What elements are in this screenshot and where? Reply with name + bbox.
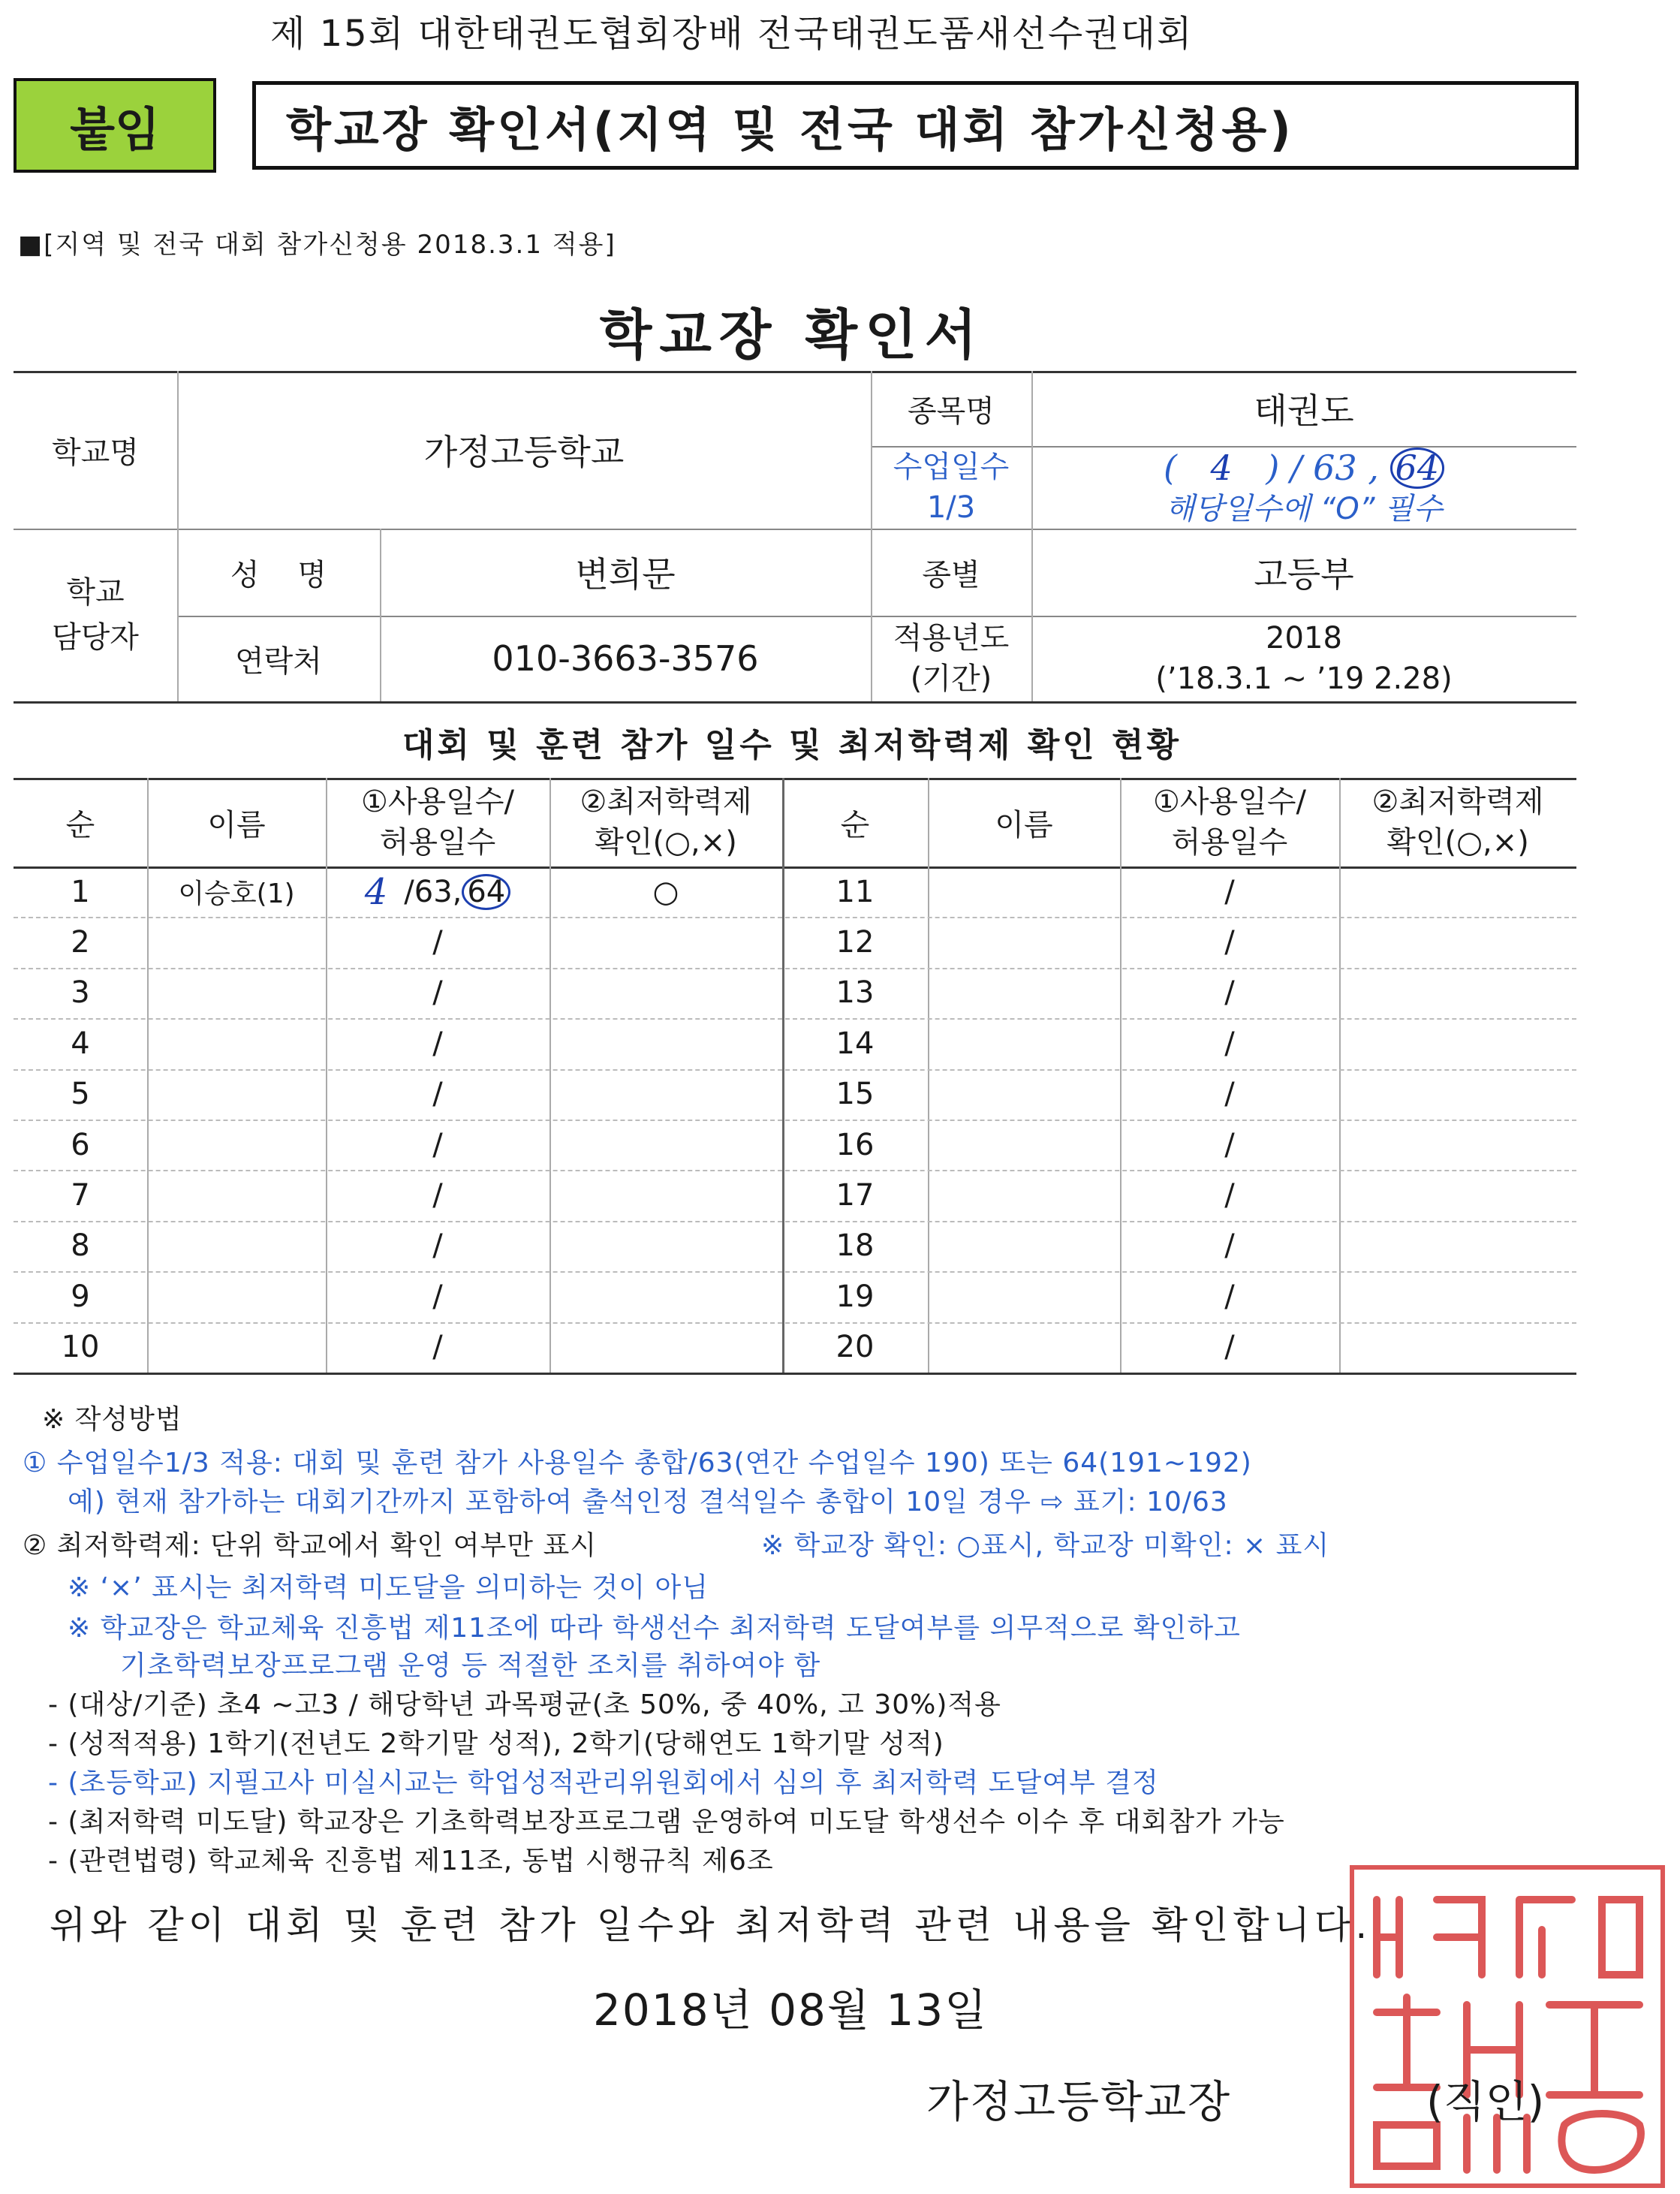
division-value: 고등부	[1254, 554, 1354, 595]
row-days-left: /	[432, 975, 443, 1011]
row-academic-check-left	[549, 1322, 782, 1373]
class-days-used: 4	[1210, 448, 1233, 489]
row-name-left	[147, 1120, 326, 1170]
row-number-right: 12	[835, 925, 875, 960]
row-number-right: 13	[835, 975, 875, 1011]
row-name-left: 이승호(1)	[178, 879, 295, 910]
row-name-right	[928, 917, 1120, 967]
header-name-left: 이름	[207, 807, 266, 842]
row-days-right: /	[1224, 1279, 1235, 1314]
row-days-allowed-circled: 64	[462, 874, 510, 910]
row-name-left	[147, 1221, 326, 1271]
row-days-used: 4	[364, 870, 388, 913]
table-bottom-line	[14, 1373, 1576, 1375]
note-8: - (최저학력 미도달) 학교장은 기초학력보장프로그램 운영하여 미도달 학생선수 이수 후 대회참가 가능	[48, 1807, 1285, 1837]
row-name-left	[147, 1018, 326, 1068]
row-days-left: /	[432, 1330, 443, 1365]
row-days-right: /	[1224, 874, 1235, 909]
note-6: - (성적적용) 1학기(전년도 2학기말 성적), 2학기(당해연도 1학기말 성적)	[48, 1728, 944, 1759]
section-title: 대회 및 훈련 참가 일수 및 최저학력제 확인 현황	[402, 726, 1182, 764]
row-number-left: 5	[71, 1077, 90, 1112]
row-number-left: 7	[71, 1178, 90, 1213]
row-number-left: 2	[71, 925, 90, 960]
header-academic-line1: ②최저학력제	[1371, 785, 1544, 819]
note-2a: ② 최저학력제: 단위 학교에서 확인 여부만 표시	[23, 1530, 598, 1561]
seal-pattern-icon	[1354, 1870, 1660, 2183]
row-name-right	[928, 968, 1120, 1018]
row-name-right	[928, 1170, 1120, 1220]
manager-label	[14, 529, 177, 701]
class-days-allowed-circled: 64	[1390, 448, 1445, 488]
class-days-label	[871, 446, 1031, 529]
year-label-line1: 적용년도	[893, 621, 1010, 655]
row-days-right: /	[1224, 1127, 1235, 1162]
row-academic-check-right	[1339, 1322, 1576, 1373]
name-label: 성 명	[230, 557, 327, 592]
row-academic-check-left	[549, 1170, 782, 1220]
note-2b: ※ 학교장 확인: ○표시, 학교장 미확인: × 표시	[761, 1530, 1330, 1561]
year-value-period: (’18.3.1 ~ ’19 2.28)	[1155, 662, 1453, 696]
row-days-right: /	[1224, 1330, 1235, 1365]
row-name-left	[147, 1069, 326, 1120]
row-days-right: /	[1224, 925, 1235, 960]
note-3: ※ ‘×’ 표시는 최저학력 미도달을 의미하는 것이 아님	[68, 1572, 709, 1603]
contact-label: 연락처	[235, 643, 322, 679]
row-name-right	[928, 1018, 1120, 1068]
row-number-left: 4	[71, 1026, 90, 1061]
row-name-right	[928, 1221, 1120, 1271]
row-number-right: 20	[835, 1330, 875, 1365]
row-academic-check-right	[1339, 917, 1576, 967]
row-number-right: 18	[835, 1228, 875, 1264]
class-days-open: (	[1163, 448, 1177, 489]
header-academic-line2: 확인(○,×)	[1386, 825, 1529, 860]
row-number-left: 6	[71, 1127, 90, 1162]
year-label	[871, 616, 1031, 701]
row-number-left: 9	[71, 1279, 90, 1314]
row-name-right	[928, 866, 1120, 917]
attachment-badge: 붙임	[14, 78, 216, 173]
note-4b: 기초학력보장프로그램 운영 등 적절한 조치를 취하여야 함	[120, 1650, 821, 1681]
row-number-left: 1	[71, 874, 90, 909]
document-date: 2018년 08월 13일	[593, 1985, 989, 2036]
row-number-left: 8	[71, 1228, 90, 1264]
row-academic-check-left	[549, 968, 782, 1018]
seal-label: (직인)	[1426, 2076, 1545, 2127]
row-days-left: /	[432, 1127, 443, 1162]
contact-value: 010-3663-3576	[492, 638, 759, 679]
class-days-label-line2: 1/3	[926, 490, 976, 525]
row-academic-check-left	[549, 1069, 782, 1120]
main-heading: 학교장 확인서(지역 및 전국 대회 참가신청용)	[252, 81, 1579, 170]
official-seal-stamp	[1350, 1865, 1665, 2188]
header-academic-left	[549, 778, 782, 866]
header-no-right: 순	[840, 807, 870, 842]
row-days-right: /	[1224, 1178, 1235, 1213]
row-days-left	[326, 866, 549, 917]
note-7: - (초등학교) 지필고사 미실시교는 학업성적관리위원회에서 심의 후 최저학력 도달여부 결정	[48, 1768, 1159, 1798]
name-value: 변희문	[575, 554, 676, 595]
header-academic-line1: ②최저학력제	[580, 785, 752, 819]
row-number-right: 15	[835, 1077, 875, 1112]
top-title: 제 15회 대한태권도협회장배 전국태권도품새선수권대회	[270, 13, 1194, 55]
row-academic-check-left	[549, 1018, 782, 1068]
note-1a: ① 수업일수1/3 적용: 대회 및 훈련 참가 사용일수 총합/63(연간 수업일수 190) 또는 64(191~192)	[23, 1448, 1252, 1478]
row-days-right: /	[1224, 1228, 1235, 1264]
header-academic-line2: 확인(○,×)	[595, 825, 737, 860]
row-academic-check-right	[1339, 1221, 1576, 1271]
row-name-left	[147, 1271, 326, 1322]
row-name-right	[928, 1322, 1120, 1373]
division-label: 종별	[922, 557, 980, 592]
header-academic-right	[1339, 778, 1576, 866]
class-days-note: 해당일수에 “O” 필수	[1165, 491, 1443, 526]
row-academic-check-right	[1339, 1018, 1576, 1068]
row-days-right: /	[1224, 1026, 1235, 1061]
year-value	[1031, 616, 1576, 701]
note-5: - (대상/기준) 초4 ~고3 / 해당학년 과목평균(초 50%, 중 40%, 고 30%)적용	[48, 1689, 1001, 1720]
document-title: 학교장 확인서	[599, 303, 985, 366]
note-9: - (관련법령) 학교체육 진흥법 제11조, 동법 시행규칙 제6조	[48, 1846, 774, 1876]
header-days-line1: ①사용일수/	[361, 785, 514, 819]
header-days-line2: 허용일수	[379, 825, 496, 860]
row-academic-check-right	[1339, 1170, 1576, 1220]
row-number-right: 19	[835, 1279, 875, 1314]
apply-note: ■[지역 및 전국 대회 참가신청용 2018.3.1 적용]	[18, 230, 616, 260]
year-value-year: 2018	[1266, 621, 1342, 655]
row-days-left: /	[432, 1178, 443, 1213]
header-no-left: 순	[65, 807, 95, 842]
row-days-left: /	[432, 925, 443, 960]
row-name-right	[928, 1271, 1120, 1322]
principal-signature-line: 가정고등학교장	[926, 2076, 1232, 2127]
note-4a: ※ 학교장은 학교체육 진흥법 제11조에 따라 학생선수 최저학력 도달여부를 의무적으로 확인하고	[68, 1613, 1241, 1644]
header-days-left	[326, 778, 549, 866]
header-days-right	[1120, 778, 1339, 866]
row-days-left: /	[432, 1279, 443, 1314]
row-academic-check-right	[1339, 1271, 1576, 1322]
class-days-label-line1: 수업일수	[893, 450, 1010, 484]
row-academic-check-left	[549, 917, 782, 967]
row-academic-check-left	[549, 1221, 782, 1271]
class-days-value	[1031, 446, 1576, 529]
row-number-right: 17	[835, 1178, 875, 1213]
row-number-right: 16	[835, 1127, 875, 1162]
row-number-left: 3	[71, 975, 90, 1011]
row-academic-check-right	[1339, 1120, 1576, 1170]
year-label-line2: (기간)	[910, 662, 992, 696]
row-days-right: /	[1224, 1077, 1235, 1112]
info-table-bottom-line	[14, 701, 1576, 704]
notes-title: ※ 작성방법	[42, 1404, 182, 1435]
row-name-left	[147, 968, 326, 1018]
row-name-left	[147, 1322, 326, 1373]
event-label: 종목명	[908, 393, 995, 429]
row-number-right: 11	[835, 874, 875, 909]
school-name-value: 가정고등학교	[423, 432, 625, 472]
row-name-left	[147, 917, 326, 967]
event-value: 태권도	[1254, 390, 1354, 431]
row-number-right: 14	[835, 1026, 875, 1061]
row-academic-check-right	[1339, 968, 1576, 1018]
participation-table	[14, 778, 1576, 1373]
row-name-left	[147, 1170, 326, 1220]
header-name-right: 이름	[995, 807, 1053, 842]
class-days-sep: ) / 63 ,	[1266, 448, 1379, 489]
note-1b: 예) 현재 참가하는 대회기간까지 포함하여 출석인정 결석일수 총합이 10일 경우 ⇨ 표기: 10/63	[68, 1487, 1228, 1517]
school-name-label: 학교명	[52, 435, 139, 470]
row-days-left: /	[432, 1228, 443, 1264]
row-academic-check-right	[1339, 866, 1576, 917]
row-days-left: /	[432, 1077, 443, 1112]
row-days-left: /	[432, 1026, 443, 1061]
row-days-fraction: /63,	[404, 874, 462, 909]
row-number-left: 10	[61, 1330, 100, 1365]
header-days-line1: ①사용일수/	[1153, 785, 1306, 819]
row-name-right	[928, 1069, 1120, 1120]
row-academic-check-right	[1339, 1069, 1576, 1120]
row-academic-check-left: ○	[652, 874, 679, 909]
row-name-right	[928, 1120, 1120, 1170]
header-days-line2: 허용일수	[1171, 825, 1288, 860]
row-academic-check-left	[549, 1120, 782, 1170]
row-academic-check-left	[549, 1271, 782, 1322]
closing-statement: 위와 같이 대회 및 훈련 참가 일수와 최저학력 관련 내용을 확인합니다.	[50, 1903, 1372, 1947]
manager-label-line1: 학교	[66, 575, 125, 610]
manager-label-line2: 담당자	[52, 620, 139, 655]
row-days-right: /	[1224, 975, 1235, 1011]
